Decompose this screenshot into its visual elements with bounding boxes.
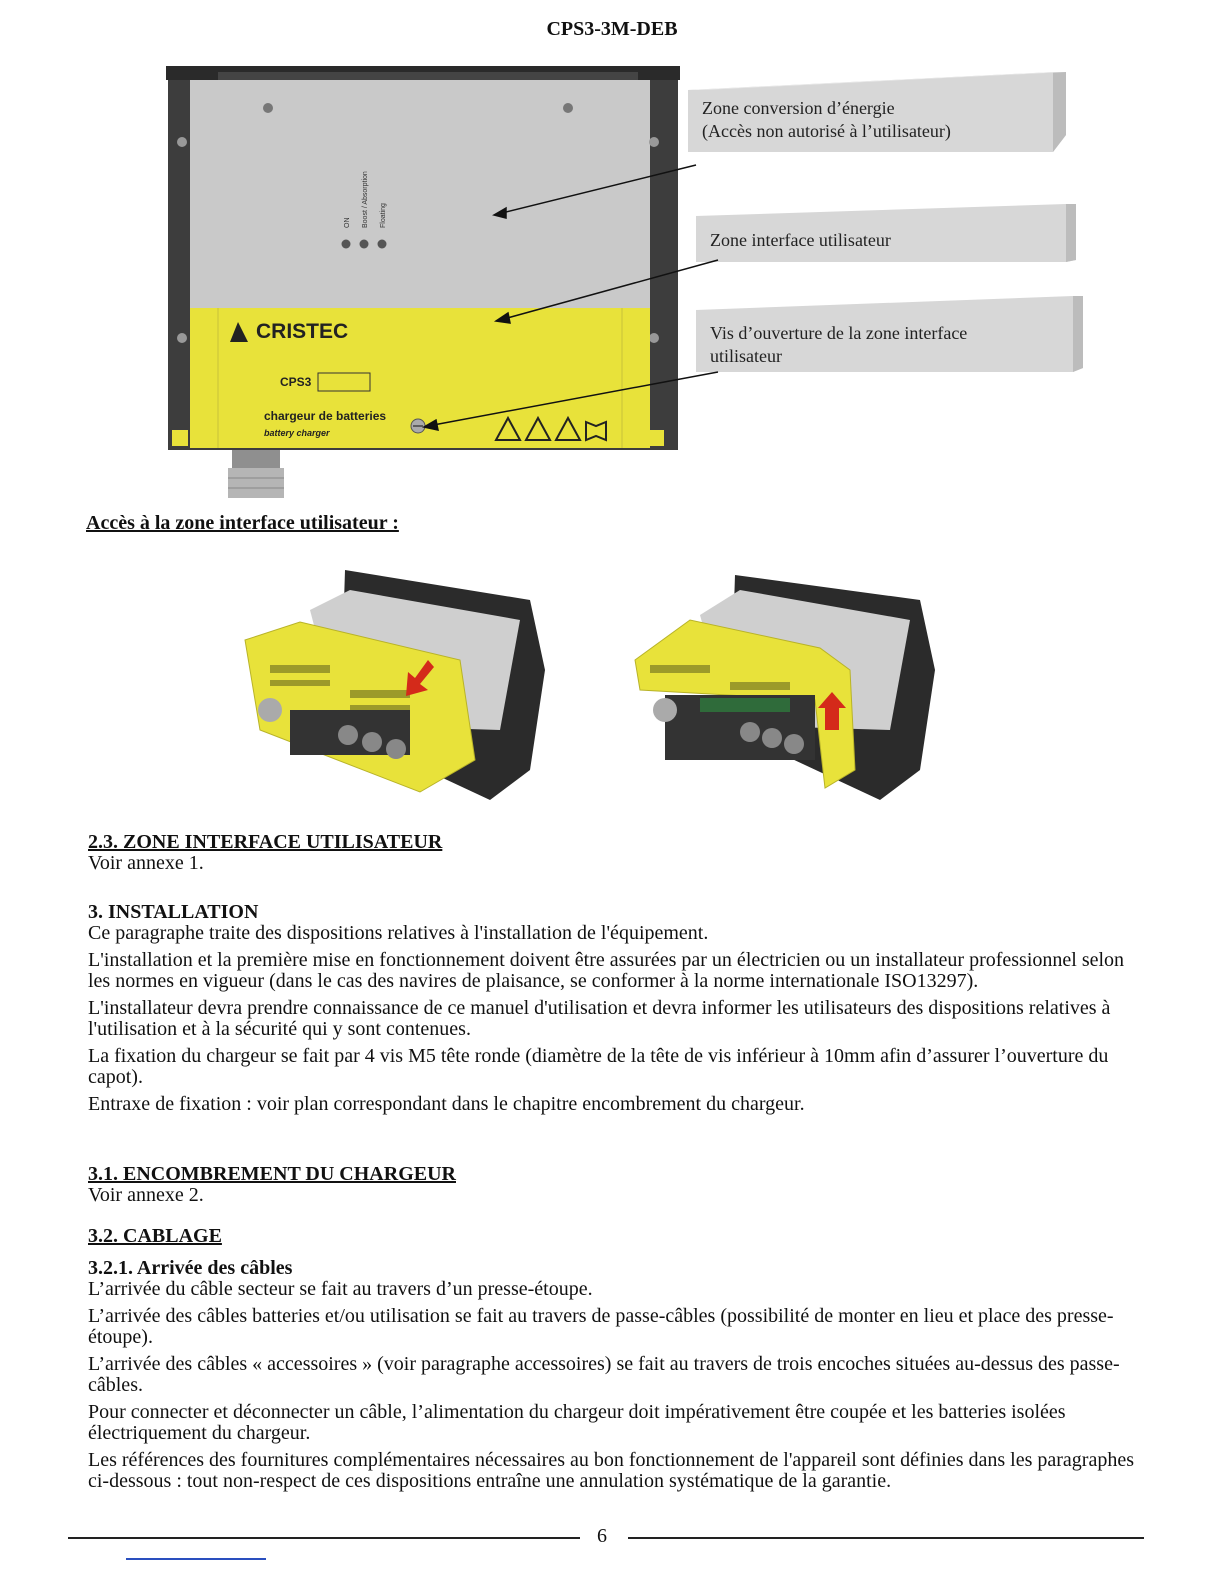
footer-rule-right [628,1537,1144,1539]
section-3 [88,902,1138,1121]
document-title: CPS3-3M-DEB [546,18,678,40]
section-2-3 [88,832,1138,874]
charger-iso-right [635,575,935,800]
led-boost [360,240,369,249]
callout-energy-line1: Zone conversion d’énergie [702,98,895,118]
section-3-2-1 [88,1258,1138,1498]
led-on [342,240,351,249]
paragraph: L’arrivée des câbles « accessoires » (voir paragraphe accessoires) se fait au travers de trois encoches situées au-dessus des passe-câbles. [88,1353,1120,1396]
paragraph: Entraxe de fixation : voir plan correspondant dans le chapitre encombrement du chargeur. [88,1093,805,1115]
led-floating [378,240,387,249]
paragraph: L'installateur devra prendre connaissance de ce manuel d'utilisation et devra informer les utilisateurs des dispositions relatives à l'utilisation et à la sécurité qui y sont contenues. [88,997,1111,1040]
section-heading: 3.1. ENCOMBREMENT DU CHARGEUR [88,1163,456,1185]
section-text: Voir annexe 1. [88,852,204,874]
cover-opening-figure [230,560,970,810]
footer-rule-left [68,1537,580,1539]
paragraph: L'installation et la première mise en fonctionnement doivent être assurées par un électricien ou un installateur professionnel selon les normes en vigueur (dans le cas des navires de plaisance, se conformer à la norme internationale ISO13297). [88,949,1125,992]
model-label: CPS3 [280,375,312,389]
callout-energy-line2: (Accès non autorisé à l’utilisateur) [702,121,951,141]
cable-gland-icon [258,698,282,722]
charger-front-figure [148,50,1088,510]
section-3-2 [88,1226,1138,1247]
paragraph: L’arrivée des câbles batteries et/ou utilisation se fait au travers de passe-câbles (possibilité de monter en lieu et place des presse-étoupe). [88,1305,1114,1348]
led-label-boost: Boost / Absorption [362,171,369,228]
paragraph: La fixation du chargeur se fait par 4 vis M5 tête ronde (diamètre de la tête de vis inférieur à 10mm afin d’assurer l’ouverture du capot). [88,1045,1109,1088]
product-label: chargeur de batteries [264,409,387,423]
section-heading: 3. INSTALLATION [88,901,259,923]
callout-screw-line2: utilisateur [710,346,782,366]
section-heading: 2.3. ZONE INTERFACE UTILISATEUR [88,831,443,853]
access-heading: Accès à la zone interface utilisateur : [86,512,399,534]
section-heading: 3.2.1. Arrivée des câbles [88,1257,293,1279]
led-label-on: ON [344,217,351,228]
power-conversion-panel [190,80,650,310]
section-heading: 3.2. CABLAGE [88,1225,222,1247]
paragraph: Pour connecter et déconnecter un câble, l’alimentation du chargeur doit impérativement être coupée et les batteries isolées électriquement du chargeur. [88,1401,1066,1444]
brand-label: CRISTEC [256,320,349,343]
footer-link-underline [126,1558,266,1560]
page-number: 6 [597,1525,607,1547]
paragraph: Les références des fournitures complémentaires nécessaires au bon fonctionnement de l'appareil sont définies dans les paragraphes ci-dessous : tout non-respect de ces dispositions entraîne une annulation systématique de la garantie. [88,1449,1134,1492]
section-3-1 [88,1164,1138,1206]
paragraph: L’arrivée du câble secteur se fait au travers d’un presse-étoupe. [88,1278,593,1300]
paragraph: Ce paragraphe traite des dispositions relatives à l'installation de l'équipement. [88,922,709,944]
callout-screw-line1: Vis d’ouverture de la zone interface [710,323,968,343]
cable-gland-icon [232,450,280,468]
product-label-en: battery charger [264,428,330,438]
charger-iso-left [245,570,545,800]
section-text: Voir annexe 2. [88,1184,204,1206]
callout-interface: Zone interface utilisateur [710,230,891,250]
led-label-floating: Floating [380,203,387,228]
